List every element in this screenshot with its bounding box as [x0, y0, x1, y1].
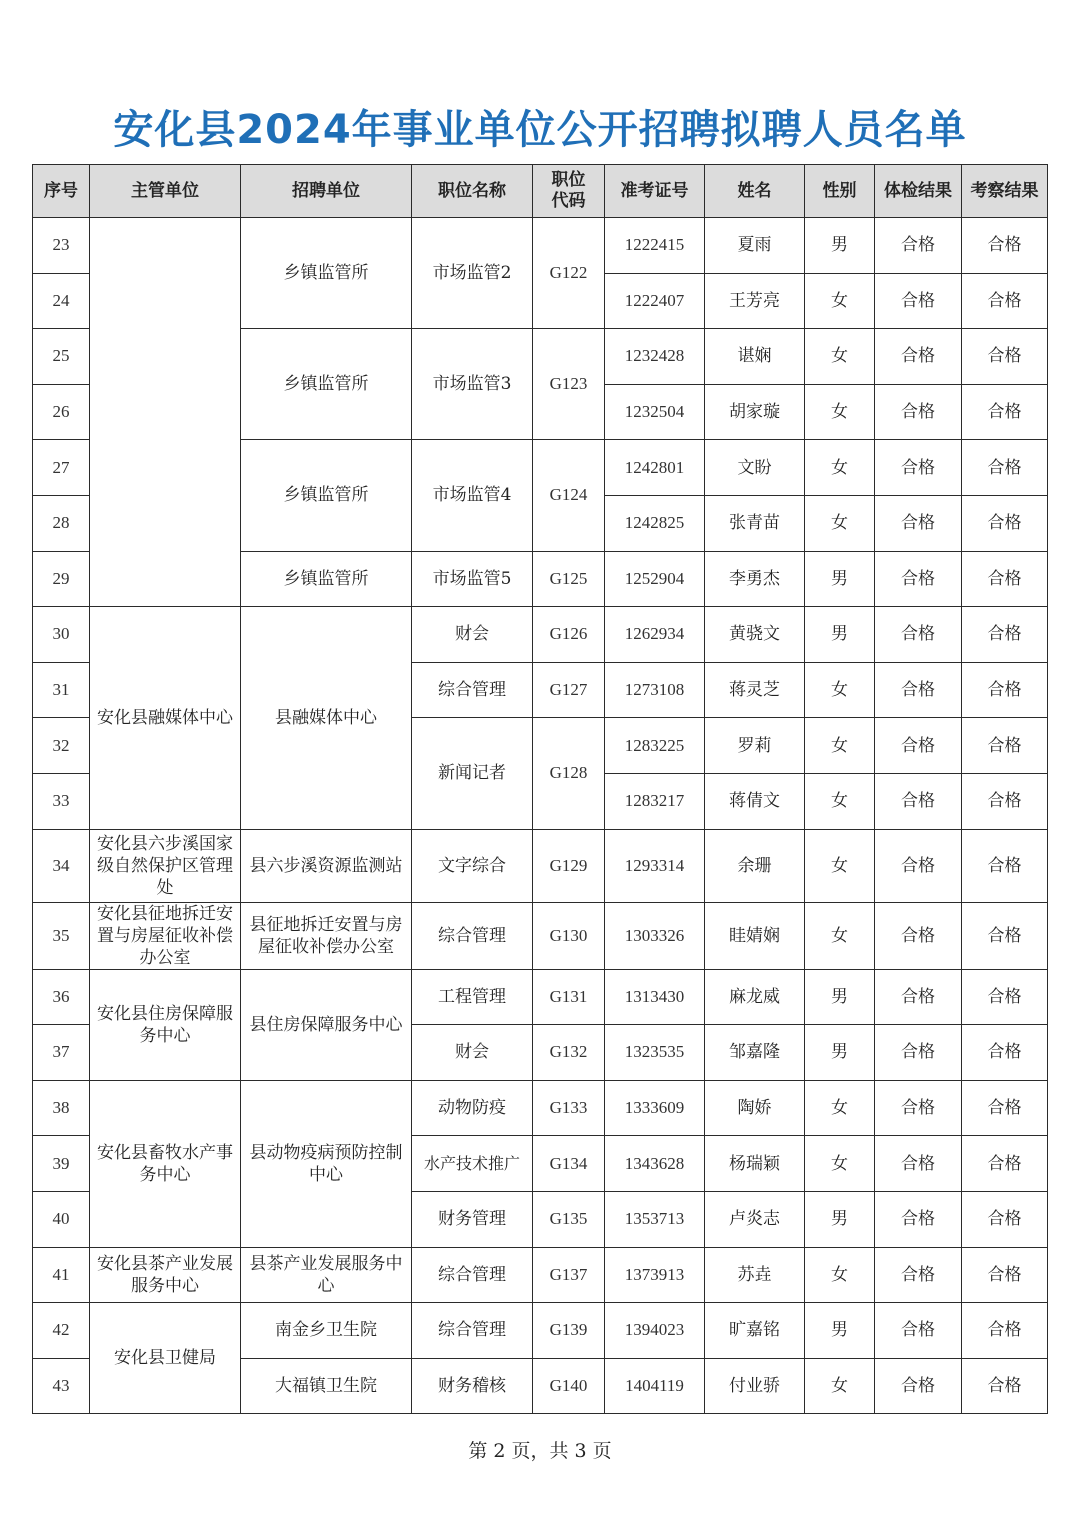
seq-cell: 36 [33, 969, 90, 1025]
post-cell: 综合管理 [412, 1247, 533, 1303]
gender-cell: 男 [805, 1191, 875, 1247]
name-cell: 付业骄 [705, 1358, 805, 1414]
review-cell: 合格 [962, 829, 1048, 902]
name-cell: 陶娇 [705, 1080, 805, 1136]
physical-cell: 合格 [875, 440, 962, 496]
unit-cell: 乡镇监管所 [241, 440, 412, 551]
exam-cell: 1232428 [605, 329, 705, 385]
code-cell: G122 [533, 218, 605, 329]
dept-cell: 安化县茶产业发展服务中心 [90, 1247, 241, 1303]
exam-cell: 1303326 [605, 902, 705, 969]
post-cell: 新闻记者 [412, 718, 533, 829]
table-row [33, 607, 1048, 663]
unit-cell: 南金乡卫生院 [241, 1303, 412, 1359]
seq-cell: 43 [33, 1358, 90, 1414]
review-cell: 合格 [962, 662, 1048, 718]
gender-cell: 女 [805, 384, 875, 440]
header-gender: 性别 [805, 165, 875, 218]
exam-cell: 1283217 [605, 773, 705, 829]
physical-cell: 合格 [875, 1025, 962, 1081]
physical-cell: 合格 [875, 773, 962, 829]
dept-cell: 安化县六步溪国家级自然保护区管理处 [90, 829, 241, 902]
review-cell: 合格 [962, 440, 1048, 496]
review-cell: 合格 [962, 607, 1048, 663]
code-cell: G127 [533, 662, 605, 718]
physical-cell: 合格 [875, 1080, 962, 1136]
exam-cell: 1373913 [605, 1247, 705, 1303]
header-exam: 准考证号 [605, 165, 705, 218]
gender-cell: 男 [805, 969, 875, 1025]
seq-cell: 34 [33, 829, 90, 902]
seq-cell: 29 [33, 551, 90, 607]
physical-cell: 合格 [875, 1303, 962, 1359]
table-row [33, 1247, 1048, 1303]
name-cell: 卢炎志 [705, 1191, 805, 1247]
review-cell: 合格 [962, 329, 1048, 385]
physical-cell: 合格 [875, 495, 962, 551]
post-cell: 工程管理 [412, 969, 533, 1025]
gender-cell: 女 [805, 1247, 875, 1303]
exam-cell: 1323535 [605, 1025, 705, 1081]
page-footer: 第 2 页，共 3 页 [468, 1440, 612, 1462]
name-cell: 蒋倩文 [705, 773, 805, 829]
post-cell: 财会 [412, 1025, 533, 1081]
gender-cell: 女 [805, 662, 875, 718]
post-cell: 财务稽核 [412, 1358, 533, 1414]
code-cell: G135 [533, 1191, 605, 1247]
exam-cell: 1283225 [605, 718, 705, 774]
seq-cell: 38 [33, 1080, 90, 1136]
name-cell: 旷嘉铭 [705, 1303, 805, 1359]
table-row [33, 829, 1048, 902]
gender-cell: 女 [805, 495, 875, 551]
exam-cell: 1313430 [605, 969, 705, 1025]
unit-cell: 县住房保障服务中心 [241, 969, 412, 1080]
name-cell: 余珊 [705, 829, 805, 902]
header-seq: 序号 [33, 165, 90, 218]
review-cell: 合格 [962, 718, 1048, 774]
physical-cell: 合格 [875, 662, 962, 718]
review-cell: 合格 [962, 1136, 1048, 1192]
seq-cell: 35 [33, 902, 90, 969]
exam-cell: 1273108 [605, 662, 705, 718]
review-cell: 合格 [962, 1191, 1048, 1247]
code-cell: G124 [533, 440, 605, 551]
exam-cell: 1242825 [605, 495, 705, 551]
header-name: 姓名 [705, 165, 805, 218]
code-cell: G128 [533, 718, 605, 829]
gender-cell: 女 [805, 902, 875, 969]
code-cell: G139 [533, 1303, 605, 1359]
unit-cell: 大福镇卫生院 [241, 1358, 412, 1414]
physical-cell: 合格 [875, 969, 962, 1025]
gender-cell: 女 [805, 440, 875, 496]
code-cell: G140 [533, 1358, 605, 1414]
code-cell: G126 [533, 607, 605, 663]
seq-cell: 23 [33, 218, 90, 274]
post-cell: 财务管理 [412, 1191, 533, 1247]
name-cell: 杨瑞颖 [705, 1136, 805, 1192]
gender-cell: 女 [805, 829, 875, 902]
physical-cell: 合格 [875, 902, 962, 969]
unit-cell: 乡镇监管所 [241, 551, 412, 607]
exam-cell: 1232504 [605, 384, 705, 440]
post-cell: 水产技术推广 [412, 1136, 533, 1192]
physical-cell: 合格 [875, 329, 962, 385]
exam-cell: 1333609 [605, 1080, 705, 1136]
name-cell: 黄骁文 [705, 607, 805, 663]
physical-cell: 合格 [875, 829, 962, 902]
gender-cell: 女 [805, 1136, 875, 1192]
page-title: 安化县2024年事业单位公开招聘拟聘人员名单 [113, 107, 967, 153]
gender-cell: 男 [805, 218, 875, 274]
seq-cell: 25 [33, 329, 90, 385]
post-cell: 市场监管5 [412, 551, 533, 607]
review-cell: 合格 [962, 1247, 1048, 1303]
gender-cell: 男 [805, 1303, 875, 1359]
table-row [33, 969, 1048, 1025]
unit-cell: 县茶产业发展服务中心 [241, 1247, 412, 1303]
header-review: 考察结果 [962, 165, 1048, 218]
gender-cell: 女 [805, 718, 875, 774]
post-cell: 综合管理 [412, 1303, 533, 1359]
seq-cell: 33 [33, 773, 90, 829]
name-cell: 谌娴 [705, 329, 805, 385]
table-row [33, 1080, 1048, 1136]
review-cell: 合格 [962, 1358, 1048, 1414]
physical-cell: 合格 [875, 1247, 962, 1303]
seq-cell: 30 [33, 607, 90, 663]
code-cell: G137 [533, 1247, 605, 1303]
dept-cell: 安化县畜牧水产事务中心 [90, 1080, 241, 1247]
review-cell: 合格 [962, 495, 1048, 551]
name-cell: 邹嘉隆 [705, 1025, 805, 1081]
unit-cell: 县动物疫病预防控制中心 [241, 1080, 412, 1247]
code-cell: G132 [533, 1025, 605, 1081]
unit-cell: 县六步溪资源监测站 [241, 829, 412, 902]
review-cell: 合格 [962, 1080, 1048, 1136]
seq-cell: 39 [33, 1136, 90, 1192]
gender-cell: 女 [805, 1080, 875, 1136]
dept-cell: 安化县卫健局 [90, 1303, 241, 1414]
gender-cell: 男 [805, 607, 875, 663]
post-cell: 市场监管2 [412, 218, 533, 329]
post-cell: 文字综合 [412, 829, 533, 902]
exam-cell: 1262934 [605, 607, 705, 663]
post-cell: 动物防疫 [412, 1080, 533, 1136]
review-cell: 合格 [962, 384, 1048, 440]
review-cell: 合格 [962, 1025, 1048, 1081]
exam-cell: 1353713 [605, 1191, 705, 1247]
dept-cell: 安化县融媒体中心 [90, 607, 241, 829]
seq-cell: 31 [33, 662, 90, 718]
name-cell: 张青苗 [705, 495, 805, 551]
code-cell: G123 [533, 329, 605, 440]
seq-cell: 32 [33, 718, 90, 774]
post-cell: 财会 [412, 607, 533, 663]
seq-cell: 28 [33, 495, 90, 551]
gender-cell: 男 [805, 1025, 875, 1081]
physical-cell: 合格 [875, 218, 962, 274]
exam-cell: 1222415 [605, 218, 705, 274]
dept-cell: 安化县住房保障服务中心 [90, 969, 241, 1080]
code-cell: G131 [533, 969, 605, 1025]
header-dept: 主管单位 [90, 165, 241, 218]
exam-cell: 1343628 [605, 1136, 705, 1192]
unit-cell: 县融媒体中心 [241, 607, 412, 829]
seq-cell: 42 [33, 1303, 90, 1359]
name-cell: 蒋灵芝 [705, 662, 805, 718]
review-cell: 合格 [962, 1303, 1048, 1359]
physical-cell: 合格 [875, 273, 962, 329]
name-cell: 文盼 [705, 440, 805, 496]
post-cell: 市场监管3 [412, 329, 533, 440]
review-cell: 合格 [962, 902, 1048, 969]
review-cell: 合格 [962, 773, 1048, 829]
unit-cell: 县征地拆迁安置与房屋征收补偿办公室 [241, 902, 412, 969]
physical-cell: 合格 [875, 1358, 962, 1414]
exam-cell: 1394023 [605, 1303, 705, 1359]
code-cell: G134 [533, 1136, 605, 1192]
gender-cell: 男 [805, 551, 875, 607]
roster-table [32, 164, 1048, 1414]
header-row [33, 165, 1048, 218]
seq-cell: 41 [33, 1247, 90, 1303]
name-cell: 王芳亮 [705, 273, 805, 329]
code-cell: G129 [533, 829, 605, 902]
physical-cell: 合格 [875, 607, 962, 663]
table-row [33, 1303, 1048, 1359]
name-cell: 眭婧娴 [705, 902, 805, 969]
code-cell: G125 [533, 551, 605, 607]
review-cell: 合格 [962, 273, 1048, 329]
post-cell: 综合管理 [412, 662, 533, 718]
seq-cell: 24 [33, 273, 90, 329]
code-cell: G130 [533, 902, 605, 969]
physical-cell: 合格 [875, 551, 962, 607]
review-cell: 合格 [962, 218, 1048, 274]
exam-cell: 1222407 [605, 273, 705, 329]
gender-cell: 女 [805, 1358, 875, 1414]
table-row [33, 902, 1048, 969]
unit-cell: 乡镇监管所 [241, 218, 412, 329]
name-cell: 夏雨 [705, 218, 805, 274]
name-cell: 李勇杰 [705, 551, 805, 607]
name-cell: 麻龙威 [705, 969, 805, 1025]
header-code: 职位代码 [533, 165, 605, 218]
header-post: 职位名称 [412, 165, 533, 218]
seq-cell: 40 [33, 1191, 90, 1247]
exam-cell: 1252904 [605, 551, 705, 607]
physical-cell: 合格 [875, 384, 962, 440]
review-cell: 合格 [962, 969, 1048, 1025]
name-cell: 苏垚 [705, 1247, 805, 1303]
post-cell: 市场监管4 [412, 440, 533, 551]
table-row [33, 218, 1048, 274]
seq-cell: 27 [33, 440, 90, 496]
review-cell: 合格 [962, 551, 1048, 607]
exam-cell: 1404119 [605, 1358, 705, 1414]
dept-cell: 安化县征地拆迁安置与房屋征收补偿办公室 [90, 902, 241, 969]
post-cell: 综合管理 [412, 902, 533, 969]
name-cell: 罗莉 [705, 718, 805, 774]
gender-cell: 女 [805, 773, 875, 829]
physical-cell: 合格 [875, 1191, 962, 1247]
physical-cell: 合格 [875, 1136, 962, 1192]
seq-cell: 26 [33, 384, 90, 440]
exam-cell: 1293314 [605, 829, 705, 902]
unit-cell: 乡镇监管所 [241, 329, 412, 440]
seq-cell: 37 [33, 1025, 90, 1081]
header-physical: 体检结果 [875, 165, 962, 218]
physical-cell: 合格 [875, 718, 962, 774]
gender-cell: 女 [805, 329, 875, 385]
name-cell: 胡家璇 [705, 384, 805, 440]
gender-cell: 女 [805, 273, 875, 329]
header-unit: 招聘单位 [241, 165, 412, 218]
code-cell: G133 [533, 1080, 605, 1136]
exam-cell: 1242801 [605, 440, 705, 496]
dept-cell [90, 218, 241, 607]
